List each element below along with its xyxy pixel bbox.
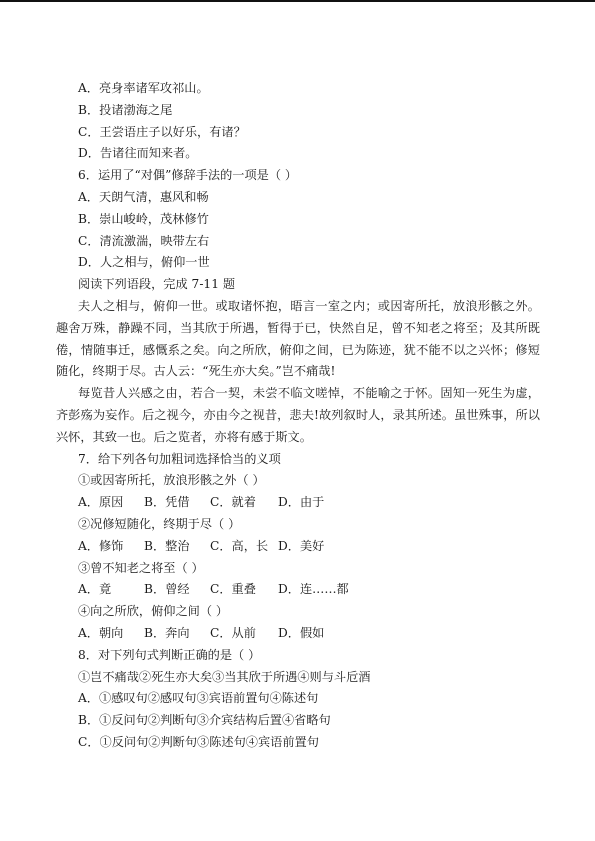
- passage-paragraph-1: 夫人之相与，俯仰一世。或取诸怀抱，晤言一室之内；或因寄所托，放浪形骸之外。趣舍万殊，静躁不同，当其欣于所遇，暂得于已，快然自足，曾不知老之将至；及其所既倦，情随事迁，感慨系之矣。向之所欣，俯仰之间，已为陈迹，犹不能不以之兴怀；修短随化，终期于尽。古人云：“死生亦大矣。”岂不痛哉!: [56, 298, 540, 379]
- choice: C．重叠: [210, 582, 256, 597]
- q7-stem: 7．给下列各句加粗词选择恰当的义项: [78, 451, 281, 466]
- reading-intro: 阅读下列语段，完成 7-11 题: [78, 277, 236, 292]
- choice: D．由于: [278, 495, 325, 510]
- choice: B．曾经: [144, 582, 190, 597]
- choice: A．原因: [78, 495, 124, 510]
- q5-option-c: C．王尝语庄子以好乐，有诸？: [78, 124, 246, 139]
- q8-option-c: C．①反问句②判断句③陈述句④宾语前置句: [78, 734, 319, 749]
- q7-item-3-sentence: ③曾不知老之将至（ ）: [78, 560, 204, 575]
- q8-sentences: ①岂不痛哉②死生亦大矣③当其欣于所遇④则与斗卮酒: [78, 669, 371, 684]
- q6-option-a: A．天朗气清，惠风和畅: [78, 189, 209, 204]
- choice: B．整治: [144, 538, 190, 553]
- q6-option-c: C．清流激湍，映带左右: [78, 233, 210, 248]
- q8-option-a: A．①感叹句②感叹句③宾语前置句④陈述句: [78, 691, 319, 706]
- q8-option-b: B．①反问句②判断句③介宾结构后置④省略句: [78, 713, 331, 728]
- choice: D．假如: [278, 625, 325, 640]
- passage-paragraph-2: 每览昔人兴感之由，若合一契，未尝不临文嗟悼，不能喻之于怀。固知一死生为虚，齐彭殇为妄作。后之视今，亦由今之视昔，悲夫!故列叙时人，录其所述。虽世殊事，所以兴怀，其致一也。后之览者，亦将有感于斯文。: [56, 386, 540, 444]
- q7-item-3-choices: [76, 579, 536, 601]
- q7-item-1-choices: [76, 492, 536, 514]
- q7-item-2-sentence: ②况修短随化，终期于尽（ ）: [78, 516, 241, 531]
- q7-item-4-choices: [76, 623, 536, 645]
- q7-item-1-sentence: ①或因寄所托，放浪形骸之外（ ）: [78, 473, 265, 488]
- q5-option-d: D．告诸往而知来者。: [78, 146, 198, 161]
- q8-stem: 8．对下列句式判断正确的是（ ）: [78, 647, 261, 662]
- q5-option-a: A．亮身率诸军攻祁山。: [78, 81, 209, 95]
- choice: C．从前: [210, 625, 256, 640]
- q7-item-4-sentence: ④向之所欣，俯仰之间（ ）: [78, 604, 229, 619]
- choice: A．竟: [78, 582, 112, 597]
- choice: D．连……都: [278, 582, 349, 597]
- q7-item-2-choices: [76, 536, 536, 558]
- choice: B．奔向: [144, 625, 190, 640]
- choice: C．高，长: [210, 538, 269, 553]
- choice: A．修饰: [78, 538, 124, 553]
- choice: B．凭借: [144, 495, 190, 510]
- choice: D．美好: [278, 538, 325, 553]
- exam-page-content: [56, 78, 540, 754]
- q5-option-b: B．投诸渤海之尾: [78, 102, 173, 117]
- q6-option-b: B．崇山峻岭，茂林修竹: [78, 211, 209, 226]
- top-border-rule: [0, 0, 595, 2]
- q6-stem: 6．运用了“对偶”修辞手法的一项是（ ）: [78, 168, 298, 183]
- q6-option-d: D．人之相与，俯仰一世: [78, 255, 210, 270]
- choice: C．就着: [210, 495, 256, 510]
- choice: A．朝向: [78, 625, 124, 640]
